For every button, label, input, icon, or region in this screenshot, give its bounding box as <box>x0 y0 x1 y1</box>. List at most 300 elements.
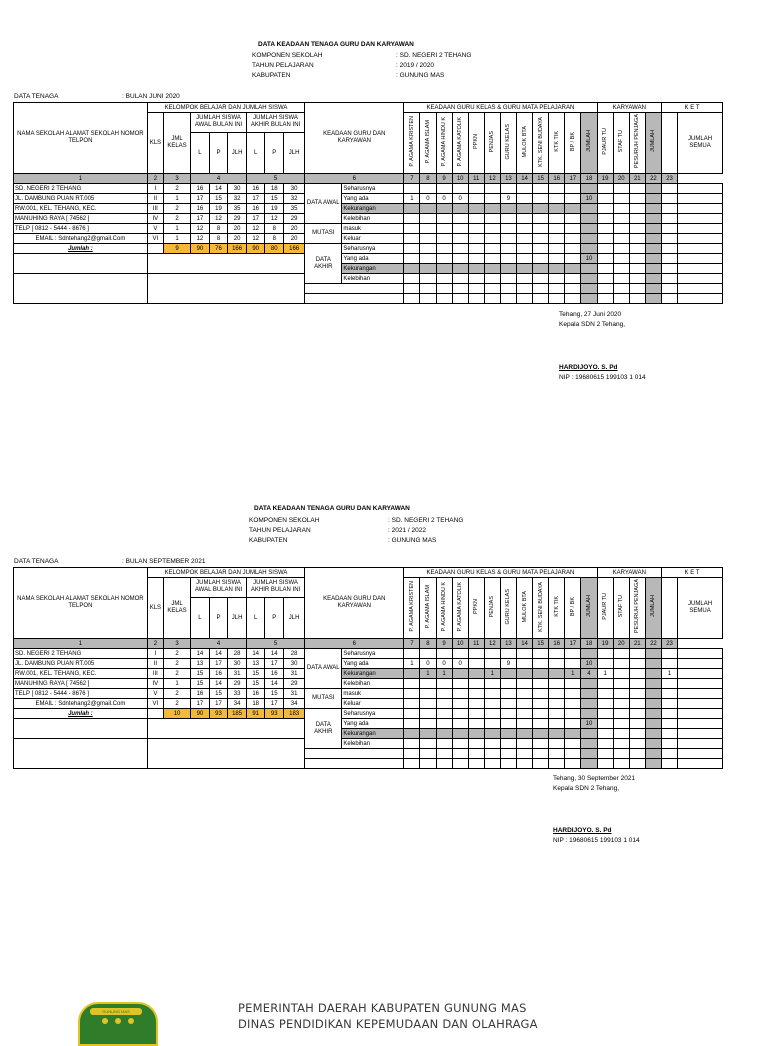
guru-cell <box>484 699 500 709</box>
column-number: 1 <box>14 174 148 184</box>
column-header-label: P. AGAMA KRISTEN <box>408 116 415 167</box>
class-kL: 12 <box>246 234 265 244</box>
column-header-awal: JUMLAH SISWA AWAL BULAN INI <box>191 113 247 133</box>
guru-cell: 0 <box>452 659 468 669</box>
karyawan-cell <box>629 659 645 669</box>
row-label-kekurangan: Kekurangan <box>342 264 404 274</box>
group-mutasi: MUTASI <box>305 224 342 244</box>
guru-cell <box>436 729 452 739</box>
guru-cell <box>436 749 452 759</box>
class-kP: 15 <box>265 194 284 204</box>
logo-star-icon <box>115 1018 121 1024</box>
guru-cell <box>436 649 452 659</box>
karyawan-cell <box>613 719 629 729</box>
column-header-guru <box>484 578 500 639</box>
column-header-label: BP / BK <box>569 131 576 152</box>
column-header-label: STAF TU <box>618 130 625 153</box>
table-row <box>14 699 723 709</box>
column-header-akhir: JUMLAH SISWA AKHIR BULAN INI <box>246 113 304 133</box>
class-kP: 18 <box>265 184 284 194</box>
column-number: 3 <box>163 639 190 649</box>
column-number: 16 <box>549 639 565 649</box>
guru-cell <box>484 749 500 759</box>
guru-cell <box>549 709 565 719</box>
column-number: 13 <box>500 639 516 649</box>
column-number: 9 <box>436 639 452 649</box>
staff-table <box>13 567 723 769</box>
karyawan-cell <box>613 749 629 759</box>
class-jml: 2 <box>163 689 190 699</box>
guru-cell <box>420 689 436 699</box>
signer-name: HARDIJOYO. S. Pd <box>553 827 612 834</box>
row-label-yang_ada: Yang ada <box>342 254 404 264</box>
guru-cell <box>484 659 500 669</box>
class-aJ: 30 <box>228 659 247 669</box>
class-jml: 2 <box>163 699 190 709</box>
guru-cell <box>565 699 581 709</box>
column-header-jumlah-semua: JUMLAH SEMUA <box>678 578 723 639</box>
class-jml: 1 <box>163 679 190 689</box>
guru-cell: 10 <box>581 194 597 204</box>
signer-nip: NIP : 19680615 199103 1 014 <box>559 374 646 381</box>
class-aP: 8 <box>209 224 228 234</box>
table-row <box>14 719 723 729</box>
ket-cell <box>661 759 677 769</box>
guru-cell <box>500 759 516 769</box>
column-number: 20 <box>613 639 629 649</box>
guru-cell <box>500 679 516 689</box>
column-header-guru <box>549 578 565 639</box>
column-header-jml-kelas: JML KELAS <box>163 113 190 174</box>
guru-cell <box>565 689 581 699</box>
guru-cell <box>420 679 436 689</box>
karyawan-cell <box>645 749 661 759</box>
meta-label: TAHUN PELAJARAN <box>249 527 311 534</box>
table-cell <box>14 719 148 739</box>
guru-cell <box>468 669 484 679</box>
class-kL: 16 <box>246 204 265 214</box>
class-kls: V <box>147 224 163 234</box>
column-header-label: PPKN <box>473 134 480 149</box>
karyawan-cell <box>597 729 613 739</box>
ket-cell: 1 <box>661 669 677 679</box>
guru-cell <box>484 739 500 749</box>
row-label-kekurangan: Kekurangan <box>342 729 404 739</box>
guru-cell <box>404 729 420 739</box>
guru-cell <box>452 729 468 739</box>
total-kL: 91 <box>246 709 265 719</box>
karyawan-cell <box>613 699 629 709</box>
class-kJ: 32 <box>284 194 305 204</box>
column-header-label: JUMLAH <box>585 595 592 618</box>
jumlah-label: Jumlah : <box>14 244 148 254</box>
karyawan-cell <box>613 649 629 659</box>
guru-cell <box>581 729 597 739</box>
column-header-karyawan-item <box>645 578 661 639</box>
group-mutasi: MUTASI <box>305 689 342 709</box>
signer-position: Kepala SDN 2 Tehang, <box>553 785 620 792</box>
meta-value: : 2019 / 2020 <box>396 62 434 69</box>
guru-cell <box>500 649 516 659</box>
table-cell <box>147 739 304 769</box>
class-jml: 1 <box>163 194 190 204</box>
column-header-label: JUMLAH <box>650 595 657 618</box>
karyawan-cell <box>645 729 661 739</box>
column-number: 3 <box>163 174 190 184</box>
school-info-line: MANUHING RAYA [ 74562 ] <box>14 679 148 689</box>
class-jml: 1 <box>163 224 190 234</box>
school-info-line: TELP [ 0812 - 5444 - 8676 ] <box>14 689 148 699</box>
table-row <box>14 649 723 659</box>
column-header-nama: NAMA SEKOLAH ALAMAT SEKOLAH NOMOR TELPON <box>14 103 148 174</box>
group-data-akhir: DATA AKHIR <box>305 244 342 284</box>
guru-cell <box>533 679 549 689</box>
guru-cell: 0 <box>436 194 452 204</box>
guru-cell <box>533 709 549 719</box>
guru-cell <box>484 729 500 739</box>
karyawan-cell <box>597 679 613 689</box>
column-number: 2 <box>147 639 163 649</box>
guru-cell <box>581 649 597 659</box>
row-label-masuk: masuk <box>342 224 404 234</box>
guru-cell <box>565 749 581 759</box>
class-aP: 14 <box>209 679 228 689</box>
guru-cell <box>533 729 549 739</box>
guru-cell <box>484 719 500 729</box>
column-number: 8 <box>420 639 436 649</box>
column-header-guru <box>516 578 532 639</box>
column-header-label: P. AGAMA ISLAM <box>424 119 431 164</box>
total-kL: 90 <box>246 244 265 254</box>
guru-cell <box>404 649 420 659</box>
class-aL: 16 <box>191 689 210 699</box>
column-header-karyawan: KARYAWAN <box>597 568 661 578</box>
footer-department-title: DINAS PENDIDIKAN KEPEMUDAAN DAN OLAHRAGA <box>238 1017 538 1031</box>
column-number: 4 <box>191 174 247 184</box>
row-label-seharusnya: Seharusnya <box>342 649 404 659</box>
class-kP: 16 <box>265 669 284 679</box>
class-aP: 15 <box>209 689 228 699</box>
place-date: Tehang, 30 September 2021 <box>553 775 636 782</box>
table-cell <box>147 719 304 739</box>
class-kL: 18 <box>246 699 265 709</box>
guru-cell <box>533 719 549 729</box>
guru-cell <box>581 749 597 759</box>
column-header-guru-mapel: KEADAAN GURU KELAS & GURU MATA PELAJARAN <box>404 103 597 113</box>
column-header-karyawan-item <box>613 578 629 639</box>
class-kL: 13 <box>246 659 265 669</box>
ket-cell <box>661 719 677 729</box>
class-aL: 16 <box>191 204 210 214</box>
guru-cell <box>549 759 565 769</box>
class-kls: I <box>147 184 163 194</box>
guru-cell <box>436 719 452 729</box>
guru-cell <box>468 749 484 759</box>
karyawan-cell <box>613 729 629 739</box>
column-number: 4 <box>191 639 247 649</box>
column-header-kls: KLS <box>147 578 163 639</box>
meta-value: : 2021 / 2022 <box>388 527 426 534</box>
row-label-masuk: masuk <box>342 689 404 699</box>
meta-value: : SD. NEGERI 2 TEHANG <box>388 517 464 524</box>
guru-cell <box>404 719 420 729</box>
column-header-label: P. AGAMA HINDU K <box>441 581 448 632</box>
school-info-line: MANUHING RAYA [ 74562 ] <box>14 214 148 224</box>
bulan-label: : BULAN SEPTEMBER 2021 <box>122 558 206 565</box>
guru-cell <box>533 649 549 659</box>
karyawan-cell <box>629 739 645 749</box>
table-cell <box>14 739 148 769</box>
guru-cell <box>404 749 420 759</box>
row-label-kelebihan: Kelebihan <box>342 679 404 689</box>
total-aL: 90 <box>191 244 210 254</box>
karyawan-cell <box>629 679 645 689</box>
class-kls: IV <box>147 679 163 689</box>
guru-cell <box>581 739 597 749</box>
column-header-jumlah-semua: JUMLAH SEMUA <box>678 113 723 174</box>
guru-cell: 10 <box>581 719 597 729</box>
column-header-guru <box>452 578 468 639</box>
guru-cell <box>484 679 500 689</box>
row-label-kelebihan: Kelebihan <box>342 739 404 749</box>
class-kJ: 34 <box>284 699 305 709</box>
school-info-line: JL. DAMBUNG PUAN RT.005 <box>14 659 148 669</box>
ket-cell <box>661 659 677 669</box>
column-header-label: MULOK BTA <box>521 125 528 158</box>
guru-cell <box>516 689 532 699</box>
class-kls: VI <box>147 699 163 709</box>
karyawan-cell <box>597 719 613 729</box>
karyawan-cell <box>597 709 613 719</box>
row-label-seharusnya: Seharusnya <box>342 709 404 719</box>
guru-cell <box>420 649 436 659</box>
class-aJ: 20 <box>228 234 247 244</box>
footer-government-title: PEMERINTAH DAERAH KABUPATEN GUNUNG MAS <box>238 1001 527 1015</box>
total-kJ: 166 <box>284 244 305 254</box>
table-row <box>14 669 723 679</box>
column-number: 17 <box>565 174 581 184</box>
school-email: EMAIL : Sdntehang2@gmail.Com <box>14 234 148 244</box>
column-header-label: P. AGAMA KRISTEN <box>408 581 415 632</box>
guru-cell <box>500 709 516 719</box>
table-row <box>14 739 723 749</box>
guru-cell <box>565 729 581 739</box>
column-number: 18 <box>581 174 597 184</box>
jumlah-semua-cell <box>678 679 723 689</box>
column-header-label: KTK. SENI BUDAYA <box>537 116 544 167</box>
class-aP: 19 <box>209 204 228 214</box>
guru-cell <box>533 699 549 709</box>
table-row <box>14 689 723 699</box>
column-header-guru <box>468 578 484 639</box>
karyawan-cell <box>629 759 645 769</box>
row-label-kelebihan: Kelebihan <box>342 274 404 284</box>
guru-cell <box>516 749 532 759</box>
guru-cell <box>500 669 516 679</box>
class-aJ: 29 <box>228 214 247 224</box>
column-header-label: PJAUR TU <box>602 128 609 155</box>
group-data-akhir: DATA AKHIR <box>305 709 342 749</box>
meta-label: TAHUN PELAJARAN <box>252 62 314 69</box>
signer-position: Kepala SDN 2 Tehang, <box>559 321 626 328</box>
column-header-guru <box>500 578 516 639</box>
logo-star-icon <box>102 1018 108 1024</box>
column-header-label: JUMLAH <box>585 130 592 153</box>
column-number: 10 <box>452 639 468 649</box>
guru-cell <box>404 739 420 749</box>
class-aP: 15 <box>209 194 228 204</box>
column-header-karyawan-item <box>597 578 613 639</box>
karyawan-cell <box>613 739 629 749</box>
guru-cell <box>581 679 597 689</box>
guru-cell <box>404 699 420 709</box>
guru-cell <box>452 669 468 679</box>
school-info-line: TELP [ 0812 - 5444 - 8676 ] <box>14 224 148 234</box>
class-aL: 12 <box>191 234 210 244</box>
karyawan-cell <box>645 709 661 719</box>
column-header-guru <box>533 578 549 639</box>
class-kJ: 30 <box>284 184 305 194</box>
karyawan-cell <box>597 699 613 709</box>
jumlah-semua-cell <box>678 719 723 729</box>
guru-cell <box>500 699 516 709</box>
guru-cell: 4 <box>581 669 597 679</box>
column-number: 7 <box>404 174 420 184</box>
guru-cell <box>549 659 565 669</box>
total-aL: 90 <box>191 709 210 719</box>
guru-cell <box>452 739 468 749</box>
column-number: 19 <box>597 639 613 649</box>
class-aJ: 28 <box>228 649 247 659</box>
guru-cell <box>549 679 565 689</box>
guru-cell: 1 <box>436 669 452 679</box>
guru-cell: 1 <box>420 669 436 679</box>
karyawan-cell <box>597 689 613 699</box>
row-label-yang_ada: Yang ada <box>342 719 404 729</box>
guru-cell <box>516 679 532 689</box>
class-jml: 2 <box>163 204 190 214</box>
column-header-label: MULOK BTA <box>521 590 528 623</box>
column-header-ket: K E T <box>661 568 722 578</box>
column-header-awal: JUMLAH SISWA AWAL BULAN INI <box>191 578 247 598</box>
row-label-keluar: Keluar <box>342 234 404 244</box>
class-aL: 17 <box>191 699 210 709</box>
guru-cell <box>420 749 436 759</box>
column-header-label: KTK. SENI BUDAYA <box>537 581 544 632</box>
guru-cell <box>581 759 597 769</box>
guru-cell: 9 <box>500 194 516 204</box>
guru-cell <box>549 699 565 709</box>
jumlah-semua-cell <box>678 649 723 659</box>
ket-cell <box>661 739 677 749</box>
class-aL: 15 <box>191 679 210 689</box>
guru-cell <box>549 689 565 699</box>
guru-cell <box>484 649 500 659</box>
column-number: 22 <box>645 639 661 649</box>
guru-cell <box>549 649 565 659</box>
column-number: 1 <box>14 639 148 649</box>
ket-cell <box>661 689 677 699</box>
column-header-ket: K E T <box>661 103 722 113</box>
jumlah-semua-cell <box>678 729 723 739</box>
column-header-label: P. AGAMA ISLAM <box>424 584 431 629</box>
column-header-akhir: JUMLAH SISWA AKHIR BULAN INI <box>246 578 304 598</box>
class-jml: 2 <box>163 659 190 669</box>
guru-cell <box>549 739 565 749</box>
guru-cell <box>452 679 468 689</box>
guru-cell <box>420 729 436 739</box>
class-kL: 14 <box>246 649 265 659</box>
column-number: 5 <box>246 174 304 184</box>
column-header-jlh: JLH <box>284 597 305 638</box>
class-kls: II <box>147 659 163 669</box>
class-kls: V <box>147 689 163 699</box>
jumlah-semua-cell <box>678 699 723 709</box>
jumlah-semua-cell <box>678 739 723 749</box>
column-header-keadaan: KEADAAN GURU DAN KARYAWAN <box>305 568 404 639</box>
column-header-jlh: JLH <box>228 132 247 173</box>
column-number: 13 <box>500 174 516 184</box>
column-header-label: P. AGAMA KATOLIK <box>457 581 464 632</box>
guru-cell <box>500 719 516 729</box>
class-aP: 14 <box>209 649 228 659</box>
class-kL: 15 <box>246 669 265 679</box>
karyawan-cell <box>629 719 645 729</box>
guru-cell <box>452 699 468 709</box>
karyawan-cell <box>645 669 661 679</box>
class-kL: 17 <box>246 214 265 224</box>
column-header-label: PESURUH PENJAGA <box>634 114 641 169</box>
row-label-kekurangan: Kekurangan <box>342 204 404 214</box>
guru-cell <box>565 739 581 749</box>
karyawan-cell <box>645 659 661 669</box>
guru-cell <box>468 759 484 769</box>
karyawan-cell <box>629 649 645 659</box>
guru-cell <box>468 719 484 729</box>
meta-label: KABUPATEN <box>252 72 291 79</box>
class-kJ: 31 <box>284 689 305 699</box>
class-kls: VI <box>147 234 163 244</box>
guru-cell: 0 <box>420 659 436 669</box>
header-row <box>14 568 723 578</box>
column-number: 12 <box>484 639 500 649</box>
class-kP: 19 <box>265 204 284 214</box>
guru-cell <box>404 759 420 769</box>
jumlah-semua-cell <box>678 689 723 699</box>
column-header-karyawan: KARYAWAN <box>597 103 661 113</box>
jumlah-semua-cell <box>678 759 723 769</box>
class-jml: 2 <box>163 649 190 659</box>
guru-cell <box>452 709 468 719</box>
table-row <box>14 679 723 689</box>
guru-cell <box>468 659 484 669</box>
karyawan-cell <box>613 669 629 679</box>
column-header-kelompok: KELOMPOK BELAJAR DAN JUMLAH SISWA <box>147 568 304 578</box>
guru-cell <box>468 689 484 699</box>
group-data-awal: DATA AWAL <box>305 649 342 689</box>
guru-cell <box>581 709 597 719</box>
column-header-label: PESURUH PENJAGA <box>634 579 641 634</box>
guru-cell <box>565 709 581 719</box>
class-aP: 17 <box>209 699 228 709</box>
column-header-label: GURU KELAS <box>505 588 512 625</box>
column-header-p: P <box>209 597 228 638</box>
column-header-label: KTK TIK <box>553 131 560 152</box>
column-number: 14 <box>516 174 532 184</box>
class-aP: 16 <box>209 669 228 679</box>
place-date: Tehang, 27 Juni 2020 <box>559 311 622 318</box>
guru-cell <box>484 759 500 769</box>
